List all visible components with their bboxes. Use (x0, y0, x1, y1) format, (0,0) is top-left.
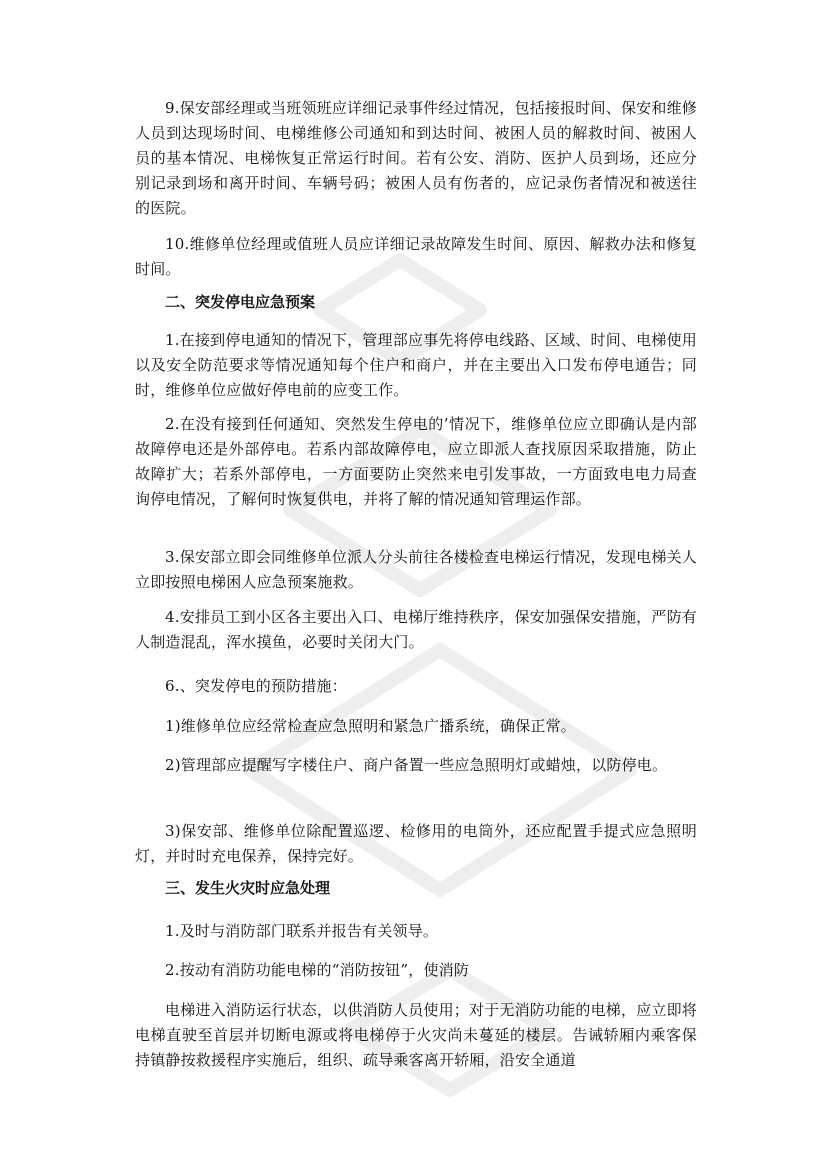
paragraph-9: 9.保安部经理或当班领班应详细记录事件经过情况，包括接报时间、保安和维修人员到达现场时间、电梯维修公司通知和到达时间、被困人员的解救时间、被困人员的基本情况、电梯恢复正常运行时间。若有公安、消防、医护人员到场，还应分别记录到场和离开时间、车辆号码；被困人员有伤者的，应记录伤者情况和被送往的医院。 (135, 99, 697, 217)
outage-item-1: 1.在接到停电通知的情况下，管理部应事先将停电线路、区域、时间、电梯使用以及安全防范要求等情况通知每个住户和商户，并在主要出入口发布停电通告；同时，维修单位应做好停电前的应变工作。 (135, 331, 697, 399)
fire-item-2: 2.按动有消防功能电梯的“消防按钮”，使消防 (165, 961, 470, 979)
fire-item-2-continued: 电梯进入消防运行状态，以供消防人员使用；对于无消防功能的电梯，应立即将电梯直驶至首层并切断电源或将电梯停于火灾尚未蔓延的楼层。告诫轿厢内乘客保持镇静按救援程序实施后，组织、疏导乘客离开轿厢，沿安全通道 (135, 1001, 698, 1069)
prevention-item-3: 3)保安部、维修单位除配置巡逻、检修用的电筒外，还应配置手提式应急照明灯，并时时充电保养，保持完好。 (135, 822, 697, 865)
outage-item-2: 2.在没有接到任何通知、突然发生停电的’情况下，维修单位应立即确认是内部故障停电还是外部停电。若系内部故障停电，应立即派人查找原因采取措施，防止故障扩大；若系外部停电，一方面要防止突然来电引发事故，一方面致电电力局查询停电情况，了解何时恢复供电，并将了解的情况通知管理运作部。 (135, 415, 697, 508)
fire-item-1: 1.及时与消防部门联系并报告有关领导。 (165, 922, 439, 940)
outage-item-3: 3.保安部立即会同维修单位派人分头前往各楼检查电梯运行情况，发现电梯关人立即按照电梯困人应急预案施救。 (135, 548, 697, 591)
paragraph-10: 10.维修单位经理或值班人员应详细记录故障发生时间、原因、解救办法和修复时间。 (135, 235, 697, 278)
section-heading-fire: 三、发生火灾时应急处理 (165, 879, 331, 897)
outage-item-4: 4.安排员工到小区各主要出入口、电梯厅维持秩序，保安加强保安措施，严防有人制造混乱，浑水摸鱼，必要时关闭大门。 (135, 608, 697, 651)
prevention-item-1: 1)维修单位应经常检查应急照明和紧急广播系统，确保正常。 (165, 717, 576, 735)
prevention-item-2: 2)管理部应提醒写字楼住户、商户备置一些应急照明灯或蜡烛，以防停电。 (165, 756, 668, 774)
section-heading-power-outage: 二、突发停电应急预案 (165, 293, 316, 311)
outage-prevention-heading: 6.、突发停电的预防措施： (165, 677, 347, 695)
